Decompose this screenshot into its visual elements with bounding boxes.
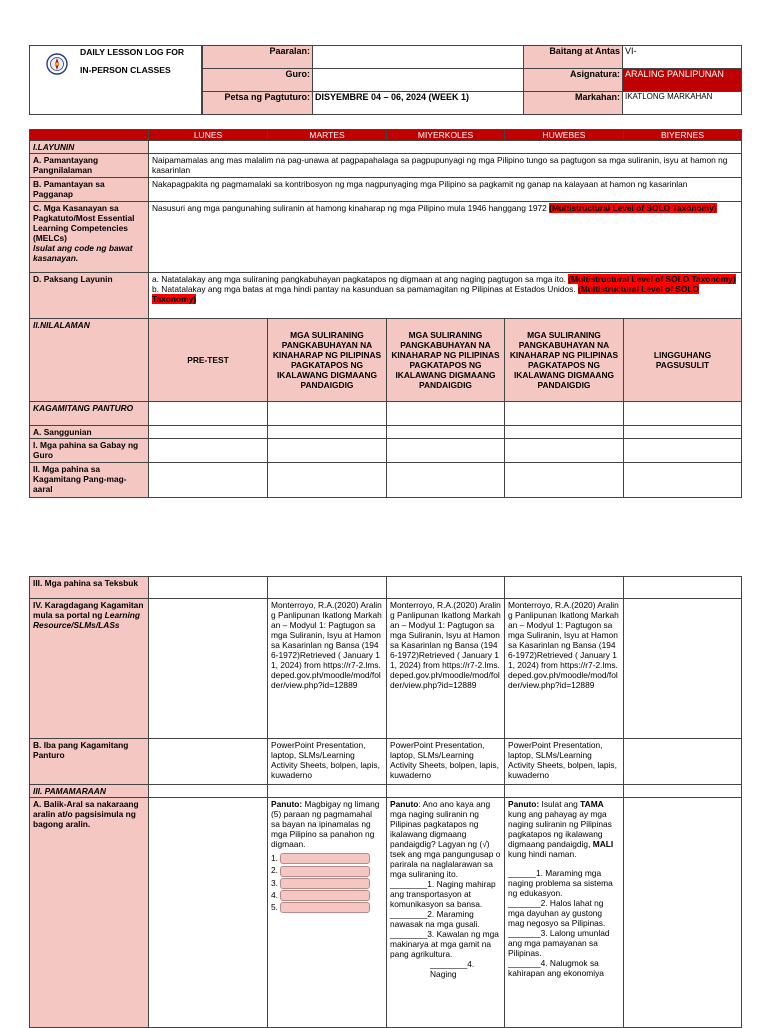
kagamitang-mag-aaral-label: II. Mga pahina sa Kagamitang Pang-mag-aaral [30,463,149,498]
day-lunes: LUNES [149,130,268,141]
iba-pang-kagamitan-label: B. Iba pang Kagamitang Panturo [30,739,149,785]
karagdagang-kagamitan-label-b: Learning Resource/SLMs/LASs [33,610,141,630]
answer-field-4[interactable] [280,890,370,901]
kagamitan-miyerkoles: PowerPoint Presentation, laptop, SLMs/Learning Activity Sheets, bolpen, lapis, kuwaderno [387,739,505,785]
baitang-label: Baitang at Antas [524,46,623,69]
deped-seal-icon [46,53,68,75]
guro-field[interactable] [313,69,524,92]
huw-text-a: Isulat ang [539,799,581,809]
nilalaman-martes: MGA SULIRANING PANGKABUHAYAN NA KINAHARAP NG PILIPINAS PAGKATAPOS NG IKALAWANG DIGMAANG PANDAIGDIG [268,319,387,402]
paksang-layunin-label: D. Paksang Layunin [30,273,149,319]
pamantayang-pangnilalaman-text: Naipamamalas ang mas malalim na pag-unawa at pagpapahalaga sa pagpupunyagi ng mga Pilipino tungo sa pagtugon sa mga suliranin, isyu at hamon ng kasarinlan [149,154,742,178]
guro-label: Guro: [203,69,313,92]
huw-text-b: kung ang pahayag ay mga naging suliranin ng Pilipinas pagkatapos ng ikalawang digmaang pandaigdig, [508,809,612,849]
huw-mali: MALI [592,839,614,849]
miy-panuto-text: : Ano ano kaya ang mga naging suliranin ng Pilipinas pagkatapos ng ikalawang digmaang pandaigdig? Lagyan ng (√) tsek ang mga pangungusap o parirala na naglalarawan sa mga suliraning ito. [390,799,501,879]
huw-item-3: _______3. Lalong umunlad ang mga pamayanan sa Pilipinas. [508,928,610,958]
nilalaman-miyerkoles: MGA SULIRANING PANGKABUHAYAN NA KINAHARAP NG PILIPINAS PAGKATAPOS NG IKALAWANG DIGMAANG PANDAIGDIG [387,319,505,402]
sanggunian-label: A. Sanggunian [30,426,149,439]
log-title-line1: DAILY LESSON LOG FOR [80,47,185,57]
corner-cell [30,130,149,141]
answer-row-1: 1. [271,853,383,864]
miy-item-3: ________3. Kawalan ng mga makinarya at mga gamit na pang agrikultura. [390,929,499,959]
baitang-field[interactable]: VI- [623,46,742,69]
pamantayan-pagganap-text: Nakapagpakita ng pagmamalaki sa kontribosyon ng mga nagpunyaging mga Pilipino sa pagkamit ng ganap na kalayaan at hamon ng kasarinlan [149,178,742,202]
huw-item-2: _______2. Halos lahat ng mga dayuhan ay gustong mag negosyo sa Pilipinas. [508,898,606,928]
day-huwebes: HUWEBES [505,130,624,141]
log-title-line2: IN-PERSON CLASSES [80,65,171,75]
lesson-log-table [29,129,742,498]
asignatura-label: Asignatura: [524,69,623,92]
kagamitan-martes: PowerPoint Presentation, laptop, SLMs/Learning Activity Sheets, bolpen, lapis, kuwaderno [268,739,387,785]
miy-item-1: ________1. Naging mahirap ang transportasyon at komunikasyon sa bansa. [390,879,496,909]
petsa-label: Petsa ng Pagtuturo: [203,92,313,115]
pamantayan-pagganap-label: B. Pamantayan sa Pagganap [30,178,149,202]
pamantayang-pangnilalaman-label: A. Pamantayang Pangnilalaman [30,154,149,178]
asignatura-field[interactable]: ARALING PANLIPUNAN [623,69,742,92]
pamamaraan-heading: III. PAMAMARAAN [30,785,149,798]
paksang-layunin-a: a. Natatalakay ang mga suliraning pangkabuhayan pagkatapos ng digmaan at ang naging pagtugon sa mga ito. [152,274,566,284]
layunin-spacer [149,141,742,154]
kagamitan-huwebes: PowerPoint Presentation, laptop, SLMs/Learning Activity Sheets, bolpen, lapis, kuwaderno [505,739,624,785]
huw-item-4: _______4. Nalugmok sa kahirapan ang ekonomiya [508,958,604,978]
paksang-layunin-b-highlight: (Multistructural Level of SOLO Taxonomy) [152,284,699,304]
huw-item-1: ______1. Maraming mga naging problema sa sistema ng edukasyon. [508,868,613,898]
miy-item-2: ________2. Maraming nawasak na mga gusali. [390,909,480,929]
paksang-layunin-b: b. Natatalakay ang mga batas at mga hindi pantay na kasunduan sa pamamagitan ng Pilipinas at Estados Unidos. [152,284,576,294]
paaralan-field[interactable] [313,46,524,69]
melc-note: Isulat ang code ng bawat kasanayan. [33,243,133,263]
paksang-layunin-text [149,273,742,319]
petsa-field[interactable]: DISYEMBRE 04 – 06, 2024 (WEEK 1) [313,92,524,115]
miy-item-4: ________4. Naging [430,959,475,979]
answer-field-1[interactable] [280,853,370,864]
sanggunian-martes: Monterroyo, R.A.(2020) Araling Panlipunan Ikatlong Markahan – Modyul 1: Pagtugon sa mga Suliranin, Isyu at Hamon sa Kasarinlan ng Bansa (1946-1972)Retrieved ( January 11, 2024) from https://r7-2.lms.deped.gov.ph/moodle/mod/folder/view.php?id=12889 [268,599,387,739]
balik-aral-miyerkoles [387,798,505,1028]
nilalaman-heading: II.NILALAMAN [30,319,149,402]
nilalaman-biyernes: LINGGUHANG PAGSUSULIT [624,319,742,402]
huw-tama: TAMA [580,799,604,809]
melc-text [149,202,742,273]
martes-panuto-text: Magbigay ng limang (5) paraan ng pagmamahal sa bayan na ipinamalas ng mga Pilipino sa panahon ng digmaan. [271,799,380,849]
markahan-field[interactable]: IKATLONG MARKAHAN [623,92,742,115]
miy-panuto-label: Panuto [390,799,419,809]
markahan-label: Markahan: [524,92,623,115]
kagamitan-heading: KAGAMITANG PANTURO [30,402,149,426]
answer-field-3[interactable] [280,878,370,889]
balik-aral-huwebes [505,798,624,1028]
answer-row-2: 2. [271,865,383,876]
day-header-row [30,130,742,141]
log-title [80,47,200,75]
sanggunian-huwebes: Monterroyo, R.A.(2020) Araling Panlipunan Ikatlong Markahan – Modyul 1: Pagtugon sa mga Suliranin, Isyu at Hamon sa Kasarinlan ng Bansa (1946-1972)Retrieved ( January 11, 2024) from https://r7-2.lms.deped.gov.ph/moodle/mod/folder/view.php?id=12889 [505,599,624,739]
paksang-layunin-a-highlight: (Multistructural Level of SOLO Taxonomy) [568,274,736,284]
day-biyernes: BIYERNES [624,130,742,141]
melc-label-text: C. Mga Kasanayan sa Pagkatuto/Most Essential Learning Competencies (MELCs) [33,203,135,243]
gabay-guro-label: I. Mga pahina sa Gabay ng Guro [30,439,149,463]
answer-field-2[interactable] [280,866,370,877]
nilalaman-lunes: PRE-TEST [149,319,268,402]
answer-row-5: 5. [271,902,383,913]
teksbuk-label: III. Mga pahina sa Teksbuk [30,577,149,599]
paaralan-label: Paaralan: [203,46,313,69]
answer-row-3: 3. [271,878,383,889]
melc-text-body: Nasusuri ang mga pangunahing suliranin at hamong kinaharap ng mga Pilipino mula 1946 hanggang 1972 [152,203,547,213]
lesson-log-table-continued [29,576,742,1028]
karagdagang-kagamitan-label [30,599,149,739]
answer-row-4: 4. [271,890,383,901]
layunin-heading: I.LAYUNIN [30,141,149,154]
melc-label [30,202,149,273]
nilalaman-huwebes: MGA SULIRANING PANGKABUHAYAN NA KINAHARAP NG PILIPINAS PAGKATAPOS NG IKALAWANG DIGMAANG PANDAIGDIG [505,319,624,402]
balik-aral-label: A. Balik-Aral sa nakaraang aralin at/o pagsisimula ng bagong aralin. [30,798,149,1028]
balik-aral-martes [268,798,387,1028]
day-miyerkoles: MIYERKOLES [387,130,505,141]
day-martes: MARTES [268,130,387,141]
huw-text-c: kung hindi naman. [508,849,577,859]
sanggunian-miyerkoles: Monterroyo, R.A.(2020) Araling Panlipunan Ikatlong Markahan – Modyul 1: Pagtugon sa mga Suliranin, Isyu at Hamon sa Kasarinlan ng Bansa (1946-1972)Retrieved ( January 11, 2024) from https://r7-2.lms.deped.gov.ph/moodle/mod/folder/view.php?id=12889 [387,599,505,739]
answer-field-5[interactable] [280,902,370,913]
huw-panuto-label: Panuto: [508,799,540,809]
melc-highlight: (Multistructural Level of SOLO Taxonomy) [549,203,717,213]
martes-panuto-label: Panuto: [271,799,303,809]
karagdagang-kagamitan-label-a: IV. Karagdagang Kagamitan mula sa portal ng [33,600,144,620]
header-table [202,45,742,115]
